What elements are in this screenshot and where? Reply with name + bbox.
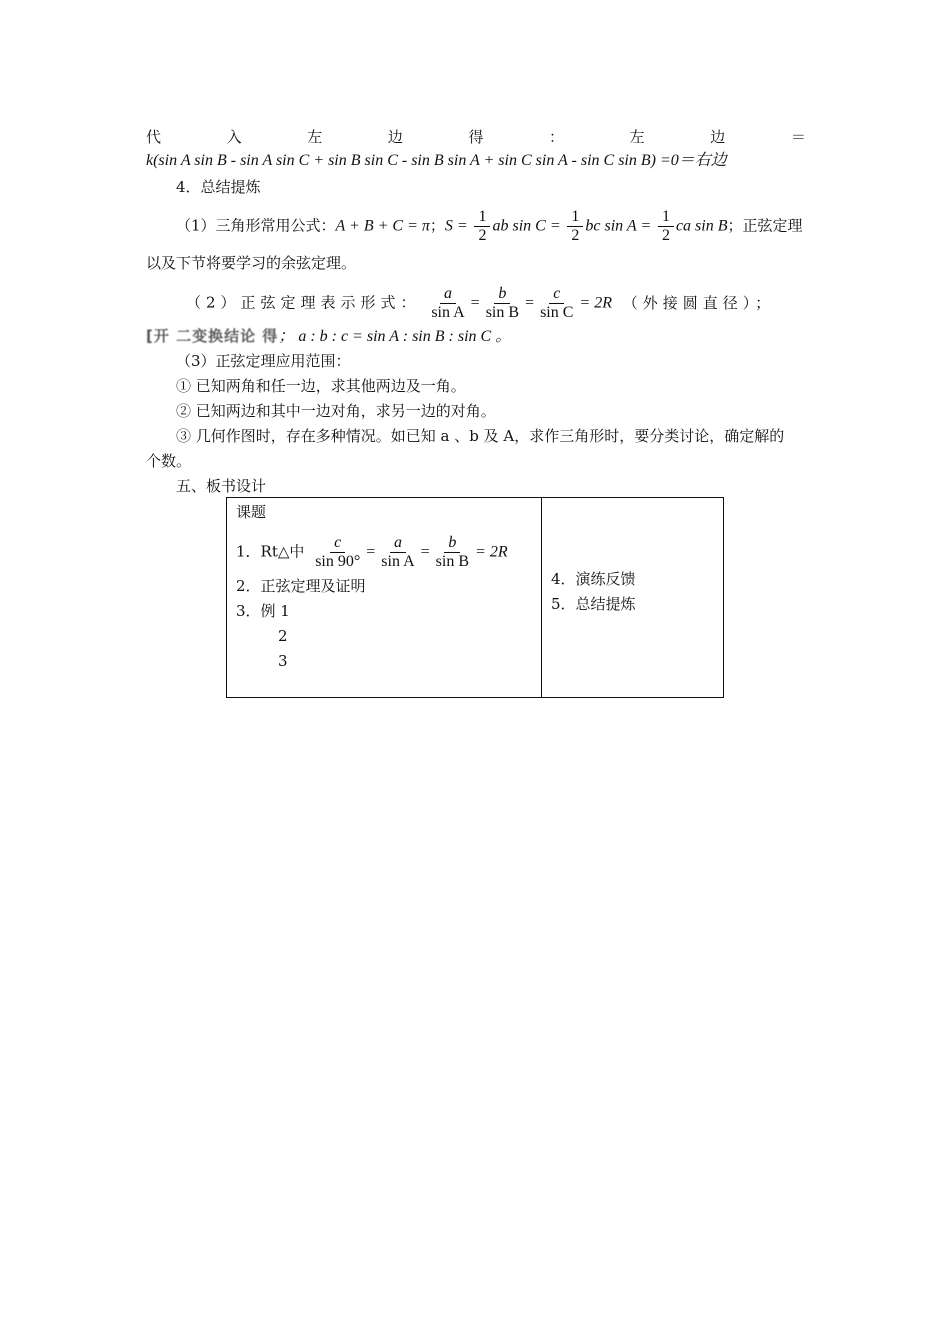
board-right-cell [542,498,724,698]
spread-char: 代 [146,128,162,146]
ratio-formula: ； a : b : c = sin A : sin B : sin C 。 [278,328,512,345]
frac-den: sin A [431,304,465,321]
frac-den: sin A [381,553,415,570]
half-den: 2 [478,227,487,244]
spread-char: 边 [387,128,403,146]
frac-num: b [494,285,510,304]
half-den: 2 [661,227,670,244]
half-num: 1 [474,208,490,227]
board-design-heading: 五、板书设计 [176,477,267,495]
frac-den: sin C [540,304,574,321]
half-num: 1 [658,208,674,227]
frac-num: a [390,534,406,553]
board-title: 课题 [236,503,267,521]
board-row-3c: 3 [278,652,288,670]
spread-char: 得 [468,128,484,146]
formula-text: k(sin A sin B - sin A sin C + sin B sin C - sin B sin A + sin C sin A - sin C sin B) =0＝右边 [146,152,727,169]
area-term-2: bc sin A = [585,217,652,235]
sine-ratio-b [482,285,523,322]
application-heading: （3）正弦定理应用范围： [176,352,351,370]
frac-den: sin B [485,304,520,321]
row1-prefix: 1．Rt△中 [236,542,305,561]
substitution-line [146,127,806,147]
spread-char: 入 [226,128,242,146]
blackboard-design-table [226,497,724,698]
sine-ratio-c [536,285,577,322]
half-fraction-1 [474,208,490,245]
board-right-item-1: 4．演练反馈 [551,570,636,588]
expansion-formula [146,151,806,171]
diameter-rhs: = 2R [579,294,612,312]
board-right-item-2: 5．总结提炼 [551,595,636,613]
frac-num: a [440,285,456,304]
item2-prefix: （2）正弦定理表示形式： [186,293,421,312]
area-term-3: ca sin B [675,217,728,235]
application-case-3-cont: 个数。 [146,452,192,470]
item1-sep: ； [429,216,445,235]
item1-suffix: ；正弦定理 [727,216,803,235]
half-den: 2 [571,227,580,244]
frac-num: b [444,534,460,553]
application-case-3: ③ 几何作图时，存在多种情况。如已知 a 、b 及 A，求作三角形时，要分类讨论，确定解的 [176,427,785,445]
ratio-line [146,326,806,347]
spread-char: ＝ [790,128,806,146]
area-lhs: S = [444,217,468,235]
frac-num: c [549,285,564,304]
ratio-b-sinB [432,534,473,571]
frac-den: sin B [435,553,470,570]
spread-char: 边 [710,128,726,146]
frac-num: c [330,534,345,553]
spread-char: ： [549,128,565,146]
ratio-a-sinA [377,534,418,571]
area-term-1: ab sin C = [492,217,561,235]
board-row-1: 1．Rt△中 $\frac{c}{\sin 90^\circ}$ = $\frac{a}{\text{sin A}}$ = $\frac{b}{\text{sin B}}$ = 2R [236,534,508,570]
equals-sign: = [525,294,535,312]
diameter-note: （外接圆直径）； [622,293,776,312]
formula-item-1 [176,208,806,245]
frac-den: sin 90° [315,553,361,570]
application-case-2: ② 已知两边和其中一边对角，求另一边的对角。 [176,402,496,420]
board-row-2: 2．正弦定理及证明 [236,577,366,595]
spread-char: 左 [629,128,645,146]
angle-sum-formula: A + B + C = π [335,217,430,235]
sine-ratio-a [427,285,468,322]
equals-sign: = [470,294,480,312]
item1-continuation: 以及下节将要学习的余弦定理。 [146,254,357,272]
half-fraction-2 [567,208,583,245]
application-case-1: ① 已知两角和任一边，求其他两边及一角。 [176,377,466,395]
item1-prefix: （1）三角形常用公式： [176,216,336,235]
half-num: 1 [567,208,583,227]
formula-item-2 [186,285,806,322]
spread-char: 左 [307,128,323,146]
summary-heading: 4．总结提炼 [176,178,261,196]
blurred-text: [开 二变换结论 得 [146,327,279,345]
half-fraction-3 [658,208,674,245]
row1-rhs: = 2R [475,543,508,561]
board-left-cell [227,498,542,698]
ratio-c-sin90 [311,534,364,571]
board-row-3b: 2 [278,627,288,645]
board-row-3: 3．例 1 [236,602,290,620]
